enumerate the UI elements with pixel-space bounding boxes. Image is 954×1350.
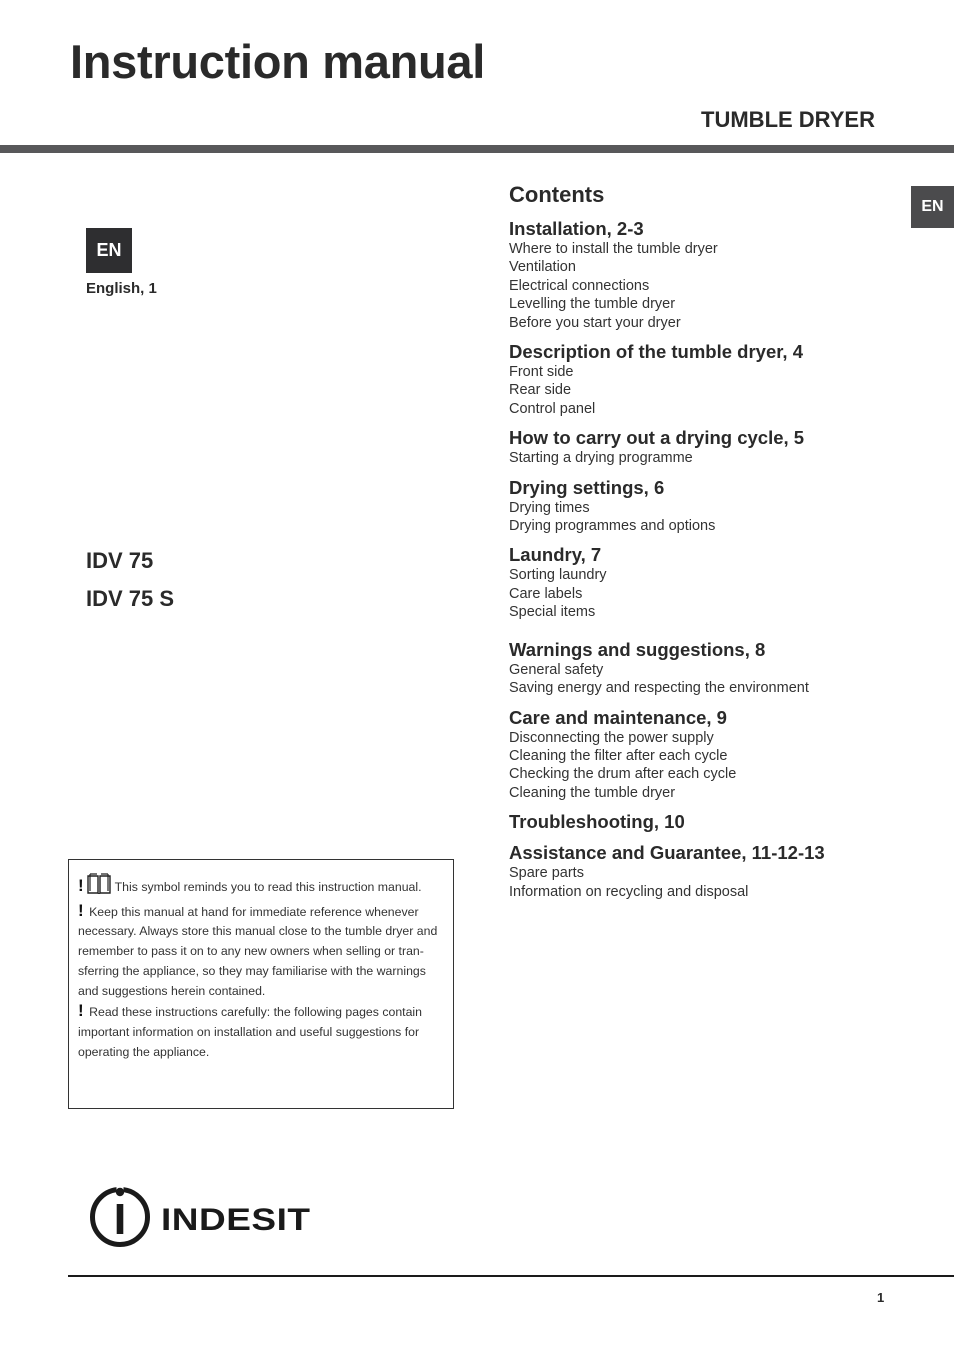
section-item: Drying programmes and options [509, 518, 716, 535]
section-title: Troubleshooting, 10 [509, 811, 685, 833]
contents-section [509, 476, 909, 536]
section-item: General safety [509, 661, 604, 678]
notice-paragraph [78, 901, 445, 1002]
section-item: Ventilation [509, 259, 576, 276]
section-item: Cleaning the tumble dryer [509, 784, 676, 801]
contents-section [509, 706, 909, 803]
section-item: Front side [509, 364, 574, 381]
notice-text: This symbol reminds you to read this instruction manual. [114, 880, 422, 894]
contents-sections [509, 217, 909, 901]
product-type-subtitle: TUMBLE DRYER [701, 107, 875, 132]
section-title: Care and maintenance, 9 [509, 706, 727, 728]
section-item: Sorting laundry [509, 567, 607, 584]
section-item: Spare parts [509, 865, 584, 882]
language-code-badge: EN [86, 228, 132, 273]
section-item: Before you start your dryer [509, 314, 681, 331]
section-title: Laundry, 7 [509, 544, 602, 566]
language-side-tab: EN [911, 186, 954, 228]
section-title: Description of the tumble dryer, 4 [509, 341, 804, 363]
section-item: Cleaning the filter after each cycle [509, 747, 728, 764]
warning-mark-icon: ! [78, 900, 84, 920]
language-label: English, 1 [86, 280, 157, 297]
section-item: Levelling the tumble dryer [509, 296, 676, 313]
brand-symbol-icon [89, 1186, 151, 1253]
section-item: Information on recycling and disposal [509, 883, 749, 900]
footer-divider [68, 1275, 954, 1277]
brand-wordmark: INDESIT [161, 1201, 311, 1237]
section-item: Care labels [509, 585, 583, 602]
table-of-contents [509, 182, 909, 909]
contents-section [509, 340, 909, 418]
notice-text: Read these instructions carefully: the following pages contain important information on installation and useful suggestions for operating the appliance. [78, 1005, 422, 1059]
section-item: Where to install the tumble dryer [509, 241, 718, 257]
section-item: Checking the drum after each cycle [509, 766, 737, 783]
contents-section [509, 638, 909, 698]
warning-mark-icon: ! [78, 1001, 84, 1021]
section-item: Saving energy and respecting the environment [509, 680, 809, 697]
section-item: Drying times [509, 499, 590, 516]
section-title: Installation, 2-3 [509, 218, 644, 239]
section-item: Control panel [509, 400, 596, 417]
page-number: 1 [877, 1290, 885, 1305]
section-item: Electrical connections [509, 277, 650, 294]
notice-paragraph [78, 1001, 445, 1062]
section-item: Rear side [509, 382, 572, 399]
brand-logo [89, 1186, 310, 1253]
model-name: IDV 75 [86, 548, 154, 573]
notice-paragraph [78, 872, 445, 901]
warning-mark-icon: ! [78, 876, 84, 895]
section-title: Drying settings, 6 [509, 476, 665, 498]
section-item: Special items [509, 604, 596, 621]
contents-section [509, 841, 909, 901]
contents-section [509, 543, 909, 621]
contents-section [509, 217, 909, 332]
section-title: How to carry out a drying cycle, 5 [509, 427, 805, 449]
contents-section [509, 810, 909, 833]
reading-notice-box [68, 859, 454, 1109]
contents-heading: Contents [509, 182, 605, 207]
section-title: Assistance and Guarantee, 11-12-13 [509, 842, 825, 864]
section-item: Disconnecting the power supply [509, 729, 714, 746]
page-title: Instruction manual [70, 35, 486, 88]
header-divider [0, 145, 954, 153]
notice-text: Keep this manual at hand for immediate reference whenever necessary. Always store this manual close to the tumble dryer and remember to pass it on to any new owners when selling or tran-sferring the appliance, so they may familiarise with the warnings and suggestions herein contained. [78, 904, 438, 998]
section-item: Starting a drying programme [509, 450, 693, 467]
section-title: Warnings and suggestions, 8 [509, 638, 766, 660]
open-book-icon [86, 872, 112, 901]
contents-section [509, 426, 909, 467]
model-name: IDV 75 S [86, 586, 175, 611]
